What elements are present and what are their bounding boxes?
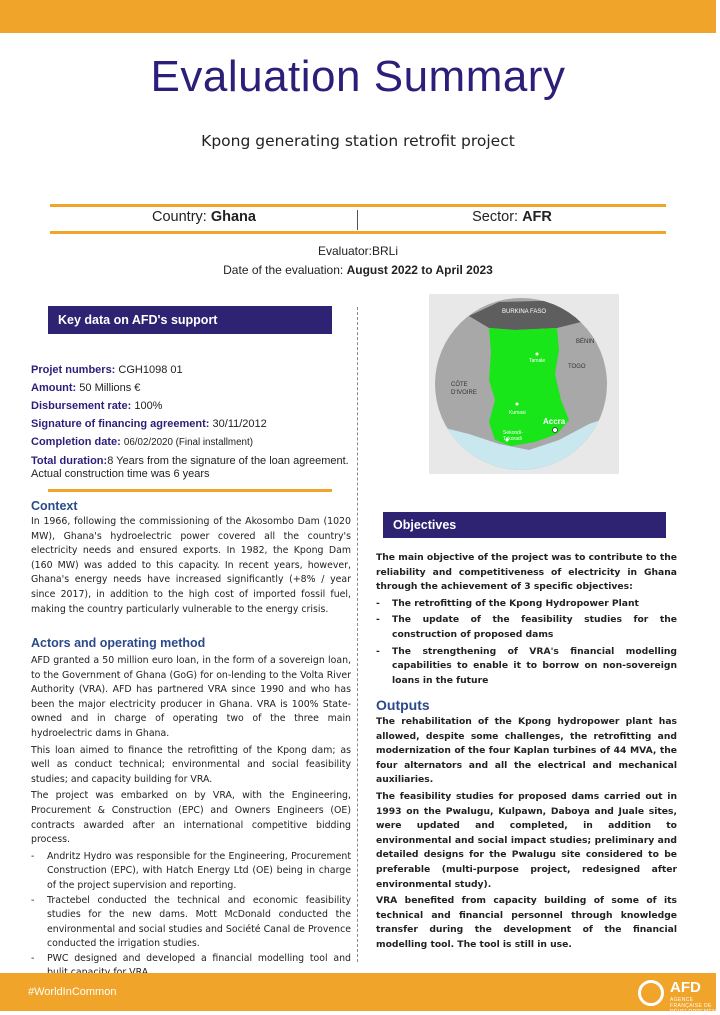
sector-label: Sector: xyxy=(472,209,519,225)
label-accra: Accra xyxy=(543,417,566,426)
list-item: - Andritz Hydro was responsible for the Engineering, Procurement Construction (EPC), with Hatch Energy Ltd (OE) being in charge of the project supervision and reporting. xyxy=(31,850,351,894)
key-data-rule xyxy=(48,489,332,492)
objectives-intro: The main objective of the project was to contribute to the reliability and competitiveness of electricity in Ghana through the achievement of 3 specific objectives: xyxy=(376,552,677,593)
label-sekondi-2: Takoradi xyxy=(503,436,522,442)
key-data-row: Projet numbers: CGH1098 01 xyxy=(31,364,183,376)
label-cote-1: CÔTE xyxy=(451,382,468,388)
country-value: Ghana xyxy=(210,209,256,225)
label-kumasi: Kumasi xyxy=(509,410,526,416)
evaluator-value: BRLi xyxy=(372,244,399,258)
list-item: - Tractebel conducted the technical and economic feasibility studies for the new dams. Mott McDonald conducted the environmental and social studies and Société Canal de Provence conducted the irrigation studies. xyxy=(31,894,351,952)
list-item: - PWC designed and developed a financial modelling tool and xyxy=(31,952,351,981)
sector-value: AFR xyxy=(522,209,552,225)
page-title: Evaluation Summary xyxy=(150,52,566,101)
afd-logo xyxy=(638,978,720,1015)
objectives-heading: Objectives xyxy=(383,512,666,538)
label-benin: BÉNIN xyxy=(576,339,595,345)
country-cell xyxy=(50,209,358,225)
top-band xyxy=(0,0,716,33)
outputs-paragraph-2: The feasibility studies for proposed dams carried out in 1993 on the Pwalugu, Kulpawn, Daboya and Juale sites, were updated and completed, in addition to environmental and social impact studies; preliminary and detailed designs for the Pwalugu site considered to be preferable (multi-purpose project, redesigned after environmental study). xyxy=(376,790,677,890)
country-label: Country: xyxy=(152,209,207,225)
key-data-row: Signature of financing agreement: 30/11/2012 xyxy=(31,418,267,430)
afd-logo-text: AFD xyxy=(670,979,701,996)
outputs-paragraph-3: VRA benefited from capacity building of some of its technical and financial personnel through knowledge transfer during the development of the financial modelling tool. The tool is still in use. xyxy=(376,895,677,950)
outputs-body xyxy=(376,715,677,955)
key-data-row: Disbursement rate: 100% xyxy=(31,400,163,412)
key-data-row: Total duration:8 Years from the signature of the loan agreement. Actual construction time was 6 years xyxy=(31,455,349,480)
objectives-body xyxy=(376,551,677,688)
actors-paragraph-3: The project was embarked on by VRA, with the Engineering, Procurement & Construction (EPC) and Owners Engineers (OE) contracts awarded after an international competitive bidding process. xyxy=(31,790,351,846)
label-togo: TOGO xyxy=(568,364,586,370)
context-text: In 1966, following the commissioning of the Akosombo Dam (1020 MW), Ghana's hydroelectric power covered all the country's electricity needs and ensured exports. In 1982, the Kpong Dam (160 MW) was added to this capacity. In recent years, however, Ghana's energy needs have increased significantly (+8% / year since 2017), in addition to the high cost of imported fossil fuel, making the country particularly vulnerable to the energy crisis. xyxy=(31,516,351,615)
label-sekondi-1: Sekondi- xyxy=(503,430,523,436)
country-sector-row xyxy=(50,209,666,229)
outputs-paragraph-1: The rehabilitation of the Kpong hydropower plant has allowed, despite some challenges, the retrofitting and modernization of the four Kaplan turbines of 44 MVA, the four alternators and all the electrical and mechanical auxiliaries. xyxy=(376,716,677,786)
evaluator-line xyxy=(0,242,716,261)
key-data-row: Amount: 50 Millions € xyxy=(31,382,141,394)
objectives-bullet-list xyxy=(376,597,677,689)
date-value: August 2022 to April 2023 xyxy=(346,263,493,277)
rule-bottom xyxy=(50,231,666,234)
key-data-row: Completion date: 06/02/2020 (Final installment) xyxy=(31,436,253,448)
label-cote-2: D'IVOIRE xyxy=(451,390,477,396)
ghana-map-svg xyxy=(429,294,619,474)
evaluator-block xyxy=(0,242,716,280)
map-burkina xyxy=(469,300,581,330)
actors-body xyxy=(31,654,351,981)
ghana-map xyxy=(429,294,619,474)
tamale-dot xyxy=(536,353,539,356)
context-heading: Context xyxy=(31,499,78,513)
list-item: - The retrofitting of the Kpong Hydropower Plant xyxy=(376,597,677,612)
actors-heading: Actors and operating method xyxy=(31,636,206,650)
column-divider xyxy=(357,307,358,962)
date-line xyxy=(0,261,716,280)
afd-logo-ring-icon xyxy=(638,980,664,1006)
actors-bullet-list xyxy=(31,850,351,981)
label-burkina: BURKINA FASO xyxy=(502,309,547,315)
rule-top xyxy=(50,204,666,207)
page-subtitle: Kpong generating station retrofit project xyxy=(201,132,515,150)
label-tamale: Tamale xyxy=(529,358,546,364)
country-sector-divider xyxy=(357,210,358,230)
accra-dot xyxy=(553,428,558,433)
list-item: - The strengthening of VRA's financial modelling capabilities to enable it to borrow on non-sovereign loans in the future xyxy=(376,645,677,689)
outputs-heading: Outputs xyxy=(376,697,430,713)
footer-hashtag: #WorldInCommon xyxy=(28,986,117,998)
key-data-list xyxy=(31,361,351,481)
date-label: Date of the evaluation: xyxy=(223,263,344,277)
sector-cell xyxy=(358,209,666,225)
list-item: - The update of the feasibility studies for the construction of proposed dams xyxy=(376,613,677,642)
actors-paragraph-1: AFD granted a 50 million euro loan, in the form of a sovereign loan, to the Government of Ghana (GoG) for on-lending to the Volta River Authority (VRA). AFD has partnered VRA since 1990 and who has been the major electricity producer in Ghana. VRA is 100% State-owned and in charge of operating two of the three main hydroelectric dams in Ghana. xyxy=(31,655,351,739)
kumasi-dot xyxy=(516,403,519,406)
afd-logo-subtext: AGENCE FRANÇAISE DE DÉVELOPPEMENT xyxy=(670,997,720,1015)
evaluator-label: Evaluator: xyxy=(317,244,372,258)
key-data-heading: Key data on AFD's support xyxy=(48,306,332,334)
actors-paragraph-2: This loan aimed to finance the retrofitting of the Kpong dam; as well as conduct technical; environmental and social feasibility studies; and capacity building for VRA. xyxy=(31,744,351,785)
